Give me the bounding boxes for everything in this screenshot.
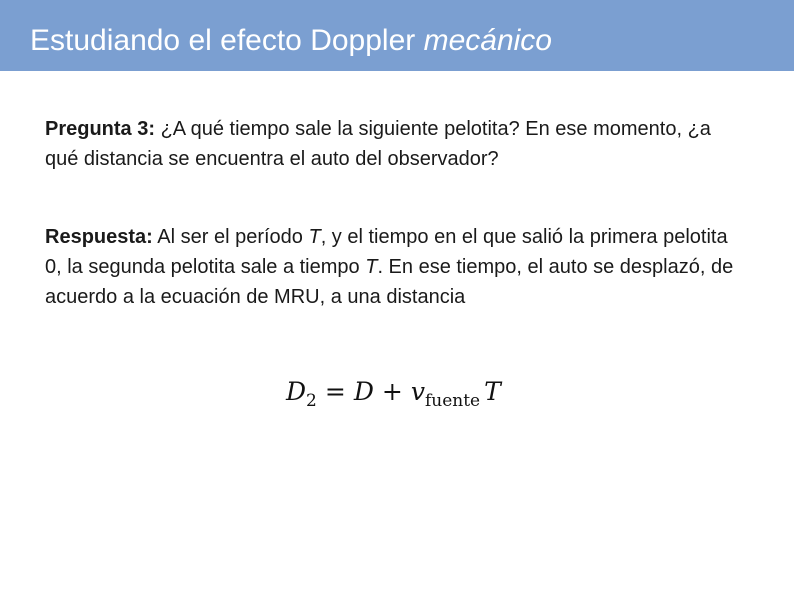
answer-paragraph	[45, 222, 745, 312]
question-text: ¿A qué tiempo sale la siguiente pelotita? En ese momento, ¿a qué distancia se encuentra el auto del observador?	[45, 118, 711, 170]
answer-label: Respuesta:	[45, 226, 153, 248]
question-label: Pregunta 3:	[45, 118, 156, 140]
answer-text-2: , y el tiempo en el que salió la primera pelotita 0, la segunda pelotita sale a tiempo	[45, 226, 728, 278]
formula-v-sub: fuente	[424, 391, 481, 411]
title-main: Estudiando el efecto Doppler	[30, 24, 424, 57]
formula-d: D	[353, 377, 374, 406]
formula-t: T	[484, 377, 501, 406]
title-bar	[0, 0, 794, 71]
formula-lhs-sub: 2	[306, 391, 317, 411]
answer-text-3: . En ese tiempo, el auto se desplazó, de acuerdo a la ecuación de MRU, a una distancia	[45, 256, 734, 308]
mru-formula	[286, 372, 501, 412]
formula-plus: +	[381, 377, 403, 406]
slide-title	[30, 22, 552, 60]
formula-equals: =	[324, 377, 346, 406]
question-paragraph	[45, 114, 745, 174]
formula-v: v	[410, 377, 425, 406]
answer-text-1: Al ser el período	[152, 226, 309, 248]
answer-var-t2: T	[365, 256, 378, 278]
formula-lhs: D	[286, 377, 307, 406]
answer-var-t1: T	[308, 226, 321, 248]
title-italic: mecánico	[423, 24, 552, 57]
